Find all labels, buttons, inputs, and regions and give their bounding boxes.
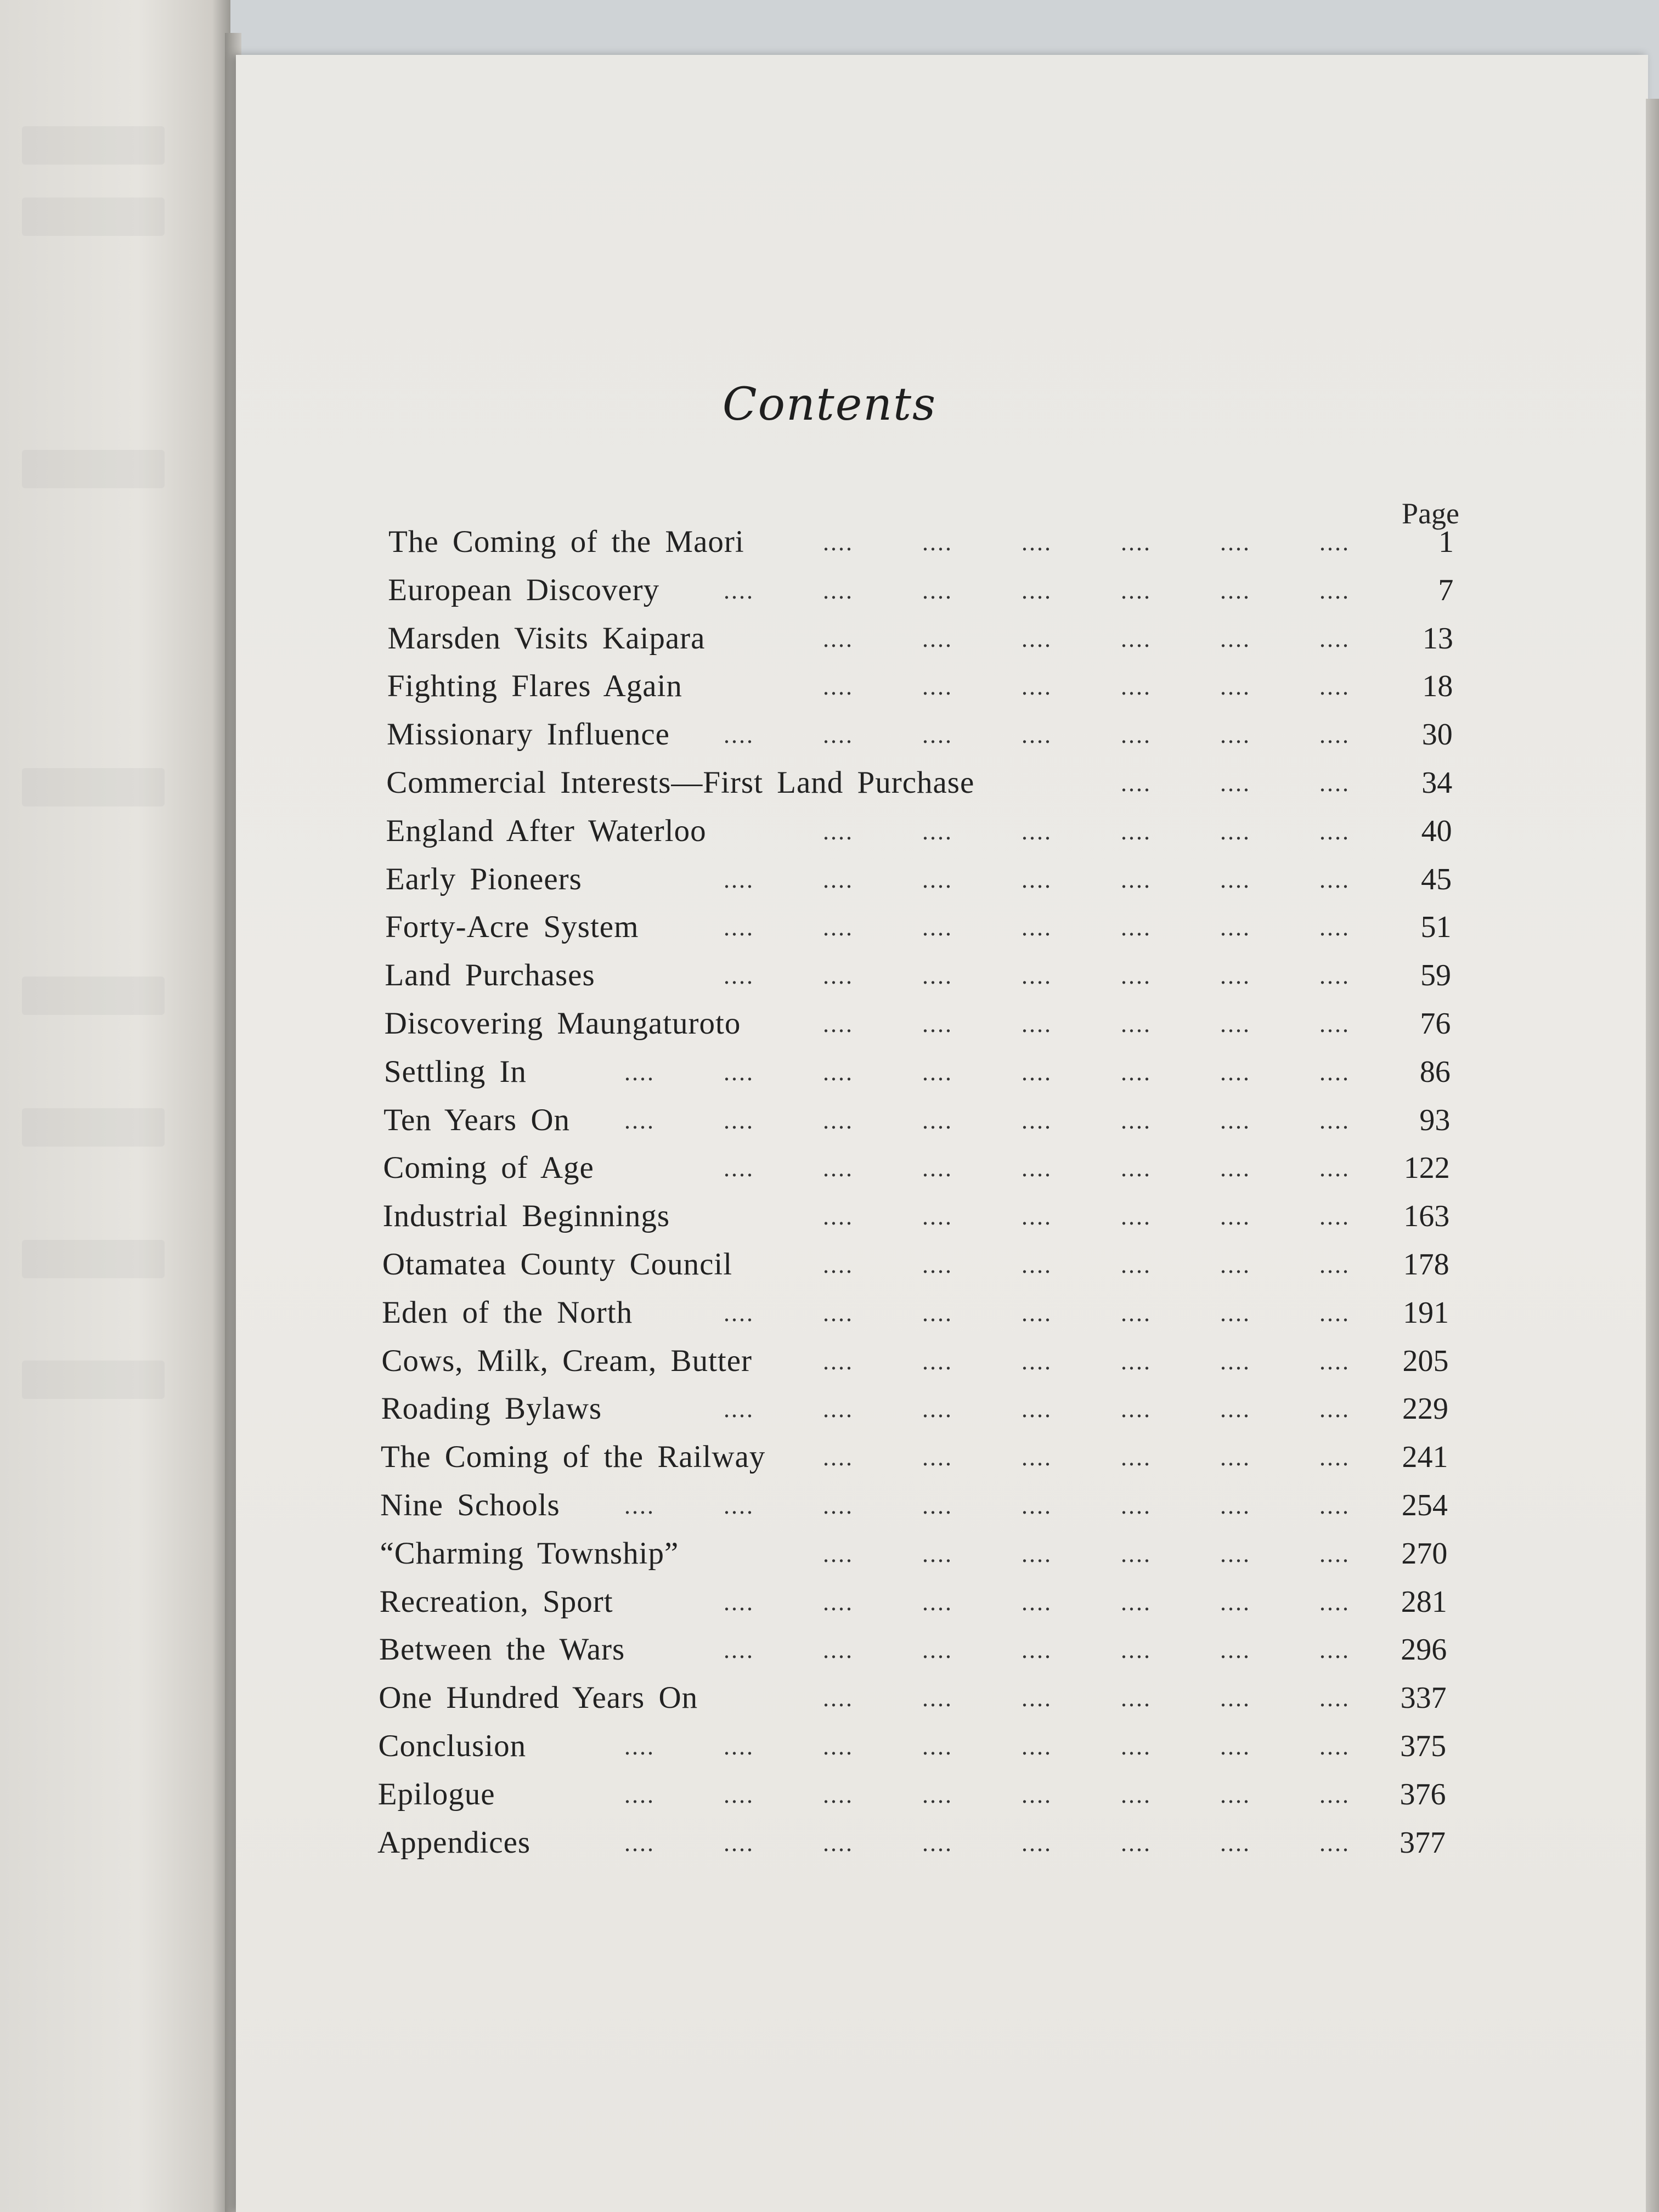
toc-entry-page: 13 (1422, 621, 1453, 656)
leader-dots: .... (1319, 577, 1350, 604)
leader-dots: .... (922, 1540, 953, 1567)
leader-dots: .... (1319, 1829, 1350, 1857)
leader-dots: .... (1319, 1203, 1350, 1231)
leader-dots: .... (1220, 1058, 1251, 1086)
toc-entry-page: 40 (1421, 814, 1452, 848)
toc-entry-page: 229 (1402, 1392, 1448, 1426)
leader-dots: .... (922, 1347, 953, 1375)
toc-entry-title: Otamatea County Council (382, 1247, 733, 1282)
toc-entry-title: Cows, Milk, Cream, Butter (381, 1343, 753, 1378)
leader-dots: .... (1319, 673, 1350, 701)
leader-dots: .... (922, 1685, 953, 1712)
leader-dots: .... (1021, 1781, 1052, 1808)
leader-dots: .... (1319, 1733, 1350, 1760)
leader-dots: .... (922, 1829, 953, 1857)
leader-dots: .... (1220, 625, 1251, 652)
leader-dots: .... (1021, 577, 1052, 604)
leader-dots: .... (822, 1685, 854, 1712)
toc-entry-page: 270 (1401, 1536, 1448, 1571)
leader-dots: .... (1021, 1058, 1052, 1086)
toc-entry (379, 1672, 1446, 1716)
leader-dots: .... (723, 1733, 754, 1760)
leader-dots: .... (723, 1107, 754, 1134)
leader-dots: .... (822, 1637, 854, 1664)
leader-dots: .... (823, 1829, 854, 1857)
leader-dots: .... (723, 1492, 754, 1519)
leader-dots: .... (1120, 1444, 1152, 1471)
leader-dots: .... (922, 1444, 953, 1471)
toc-entry (382, 1238, 1449, 1282)
toc-entry-title: “Charming Township” (380, 1536, 679, 1571)
leader-dots: .... (1120, 625, 1152, 652)
leader-dots: .... (1319, 1637, 1350, 1664)
show-through-text (22, 126, 165, 165)
leader-dots: .... (1319, 770, 1350, 797)
leader-dots: .... (1120, 866, 1152, 893)
leader-dots: .... (1220, 962, 1251, 990)
leader-dots: .... (723, 866, 754, 893)
leader-dots: .... (1120, 577, 1152, 604)
leader-dots: .... (1319, 1396, 1350, 1423)
leader-dots: .... (922, 1588, 953, 1616)
leader-dots: .... (723, 1155, 754, 1182)
leader-dots: .... (1220, 529, 1251, 556)
leader-dots: .... (1021, 962, 1052, 990)
leader-dots: .... (1220, 577, 1251, 604)
toc-entry-title: Coming of Age (383, 1150, 594, 1186)
toc-entry-page: 163 (1403, 1199, 1450, 1234)
toc-entry-title: Industrial Beginnings (382, 1199, 670, 1234)
leader-dots: .... (1319, 962, 1350, 990)
leader-dots: .... (1021, 1155, 1052, 1182)
leader-dots: .... (1021, 1588, 1052, 1616)
leader-dots: .... (1120, 1540, 1152, 1567)
leader-dots: .... (922, 1637, 953, 1664)
toc-entry (380, 1527, 1447, 1571)
leader-dots: .... (922, 866, 953, 893)
leader-dots: .... (624, 1733, 655, 1760)
leader-dots: .... (1220, 1829, 1251, 1857)
leader-dots: .... (822, 817, 854, 845)
leader-dots: .... (1120, 1637, 1152, 1664)
toc-entry-title: Marsden Visits Kaipara (387, 620, 706, 656)
leader-dots: .... (723, 1637, 754, 1664)
leader-dots: .... (1220, 770, 1251, 797)
toc-entry-title: Early Pioneers (385, 861, 582, 896)
leader-dots: .... (1220, 1396, 1251, 1423)
leader-dots: .... (822, 1203, 854, 1231)
leader-dots: .... (723, 577, 754, 604)
toc-entry-page: 281 (1401, 1584, 1447, 1619)
leader-dots: .... (1021, 1685, 1052, 1712)
leader-dots: .... (922, 1058, 953, 1086)
toc-entry-page: 122 (1403, 1151, 1450, 1186)
toc-entry (388, 516, 1454, 560)
leader-dots: .... (723, 1396, 754, 1423)
toc-entry-page: 377 (1400, 1825, 1446, 1860)
leader-dots: .... (1319, 625, 1350, 652)
leader-dots: .... (822, 1347, 854, 1375)
leader-dots: .... (1120, 1011, 1152, 1037)
leader-dots: .... (1021, 1347, 1052, 1375)
leader-dots: .... (822, 962, 854, 990)
leader-dots: .... (922, 625, 953, 652)
toc-entry-title: England After Waterloo (386, 813, 707, 848)
leader-dots: .... (1120, 1058, 1152, 1086)
leader-dots: .... (1319, 1251, 1350, 1278)
leader-dots: .... (822, 577, 854, 604)
leader-dots: .... (1120, 914, 1152, 941)
leader-dots: .... (1220, 673, 1251, 701)
toc-entry (383, 1190, 1450, 1234)
leader-dots: .... (1121, 1829, 1152, 1857)
show-through-text (22, 1108, 165, 1147)
leader-dots: .... (1319, 1011, 1350, 1037)
leader-dots: .... (822, 1011, 854, 1037)
leader-dots: .... (1120, 1107, 1152, 1134)
leader-dots: .... (1220, 1733, 1251, 1760)
leader-dots: .... (723, 914, 754, 941)
toc-entry-page: 45 (1421, 862, 1452, 896)
leader-dots: .... (1319, 1588, 1350, 1616)
leader-dots: .... (822, 1781, 854, 1808)
leader-dots: .... (1120, 1396, 1152, 1423)
leader-dots: .... (823, 529, 854, 556)
toc-entry (386, 853, 1452, 897)
leader-dots: .... (922, 914, 953, 941)
leader-dots: .... (822, 1058, 854, 1086)
toc-entry (379, 1623, 1447, 1667)
leader-dots: .... (723, 962, 754, 990)
leader-dots: .... (822, 1251, 854, 1278)
leader-dots: .... (1120, 673, 1152, 701)
toc-entry (385, 949, 1451, 993)
leader-dots: .... (1220, 914, 1251, 941)
toc-entry-page: 241 (1402, 1440, 1448, 1475)
leader-dots: .... (1021, 1299, 1052, 1327)
leader-dots: .... (1319, 721, 1350, 749)
leader-dots: .... (1120, 1588, 1152, 1616)
toc-entry-title: One Hundred Years On (379, 1680, 698, 1716)
leader-dots: .... (1220, 1540, 1251, 1567)
toc-entry (385, 901, 1451, 945)
toc-entry-page: 376 (1400, 1777, 1446, 1812)
leader-dots: .... (723, 1299, 754, 1327)
leader-dots: .... (822, 1396, 854, 1423)
toc-entry-title: The Coming of the Railway (380, 1440, 766, 1475)
toc-entry-title: Land Purchases (385, 958, 595, 993)
leader-dots: .... (1319, 1299, 1350, 1327)
leader-dots: .... (1021, 1444, 1052, 1471)
leader-dots: .... (822, 1733, 854, 1760)
leader-dots: .... (1120, 1155, 1152, 1182)
leader-dots: .... (1021, 1203, 1052, 1231)
leader-dots: .... (922, 529, 953, 556)
leader-dots: .... (822, 914, 854, 941)
leader-dots: .... (1021, 817, 1052, 845)
leader-dots: .... (723, 1058, 754, 1086)
toc-entry (380, 1479, 1448, 1523)
toc-entry-title: Discovering Maungaturoto (384, 1006, 741, 1041)
leader-dots: .... (1021, 673, 1052, 701)
toc-entry (381, 1431, 1448, 1475)
leader-dots: .... (723, 1588, 754, 1616)
leader-dots: .... (922, 1251, 953, 1278)
toc-entry (380, 1576, 1447, 1620)
toc-entry-title: Appendices (377, 1825, 531, 1860)
leader-dots: .... (922, 1492, 953, 1519)
leader-dots: .... (1220, 1251, 1251, 1278)
leader-dots: .... (1021, 1637, 1052, 1664)
leader-dots: .... (1121, 529, 1152, 556)
toc-entry (378, 1768, 1446, 1812)
leader-dots: .... (1120, 1733, 1152, 1760)
leader-dots: .... (1021, 1251, 1052, 1278)
leader-dots: .... (624, 1058, 655, 1086)
toc-entry-page: 254 (1401, 1488, 1448, 1522)
leader-dots: .... (922, 1107, 953, 1134)
leader-dots: .... (1220, 1492, 1251, 1519)
toc-entry (386, 805, 1452, 849)
toc-entry-title: Conclusion (378, 1729, 527, 1763)
leader-dots: .... (724, 1829, 754, 1857)
leader-dots: .... (922, 962, 953, 990)
leader-dots: .... (1319, 914, 1350, 941)
toc-entry-page: 191 (1403, 1295, 1449, 1330)
leader-dots: .... (1319, 1540, 1350, 1567)
toc-entry (378, 1720, 1446, 1764)
leader-dots: .... (1319, 1781, 1350, 1808)
leader-dots: .... (822, 866, 854, 893)
leader-dots: .... (1319, 866, 1350, 893)
toc-entry-page: 18 (1422, 669, 1453, 704)
toc-entry-title: Eden of the North (382, 1295, 633, 1330)
show-through-text (22, 198, 165, 236)
leader-dots: .... (822, 1444, 854, 1471)
leader-dots: .... (1120, 1347, 1152, 1375)
leader-dots: .... (1319, 817, 1350, 845)
toc-entry-title: Roading Bylaws (381, 1391, 602, 1426)
leader-dots: .... (723, 1781, 754, 1808)
toc-entry (383, 1142, 1449, 1186)
toc-entry-page: 93 (1419, 1103, 1451, 1137)
toc-entry-page: 178 (1403, 1248, 1449, 1282)
toc-entry-page: 337 (1400, 1681, 1447, 1716)
page-column-label: Page (1402, 497, 1459, 530)
toc-entry-title: European Discovery (388, 572, 660, 607)
leader-dots: .... (624, 1492, 655, 1519)
leader-dots: .... (1022, 529, 1052, 556)
leader-dots: .... (1120, 770, 1152, 797)
leader-dots: .... (922, 1011, 953, 1037)
leader-dots: .... (1220, 817, 1251, 845)
toc-entry-title: Between the Wars (379, 1632, 625, 1667)
leader-dots: .... (1220, 1203, 1251, 1231)
leader-dots: .... (1319, 1107, 1350, 1134)
toc-entry-title: The Coming of the Maori (388, 524, 744, 559)
leader-dots: .... (1021, 1396, 1052, 1423)
leader-dots: .... (1220, 1107, 1251, 1134)
leader-dots: .... (1120, 817, 1152, 845)
toc-entry-page: 76 (1420, 1007, 1451, 1041)
toc-entry-page: 86 (1419, 1054, 1451, 1089)
show-through-text (22, 768, 165, 806)
leader-dots: .... (822, 1588, 854, 1616)
leader-dots: .... (1021, 1492, 1052, 1519)
toc-entry (388, 612, 1453, 656)
leader-dots: .... (822, 1492, 854, 1519)
leader-dots: .... (1120, 1685, 1152, 1712)
leader-dots: .... (1021, 866, 1052, 893)
leader-dots: .... (624, 1829, 655, 1857)
toc-entry (384, 1046, 1451, 1090)
leader-dots: .... (1120, 1492, 1152, 1519)
toc-entry-page: 375 (1400, 1729, 1447, 1763)
leader-dots: .... (1021, 1733, 1052, 1760)
leader-dots: .... (922, 817, 953, 845)
leader-dots: .... (922, 1155, 953, 1182)
toc-entry (388, 564, 1453, 608)
leader-dots: .... (1319, 1444, 1350, 1471)
leader-dots: .... (1220, 1347, 1251, 1375)
toc-entry-title: Epilogue (377, 1776, 495, 1812)
toc-entry (383, 1094, 1450, 1138)
leader-dots: .... (922, 673, 953, 701)
toc-entry-page: 30 (1421, 718, 1453, 752)
leader-dots: .... (922, 1733, 953, 1760)
leader-dots: .... (1021, 1540, 1052, 1567)
leader-dots: .... (624, 1781, 655, 1808)
leader-dots: .... (1120, 1203, 1152, 1231)
toc-entry-page: 51 (1420, 910, 1452, 945)
leader-dots: .... (822, 1299, 854, 1327)
leader-dots: .... (1220, 1588, 1251, 1616)
show-through-text (22, 1361, 165, 1399)
show-through-text (22, 977, 165, 1015)
leader-dots: .... (1220, 1299, 1251, 1327)
leader-dots: .... (822, 721, 854, 749)
leader-dots: .... (624, 1107, 655, 1134)
toc-entry-title: Fighting Flares Again (387, 669, 682, 704)
leader-dots: .... (1220, 1011, 1251, 1037)
toc-entry (386, 757, 1452, 800)
leader-dots: .... (1319, 1155, 1350, 1182)
leader-dots: .... (922, 577, 953, 604)
show-through-text (22, 450, 165, 488)
leader-dots: .... (1021, 1107, 1052, 1134)
toc-entry-page: 296 (1401, 1633, 1447, 1667)
toc-entry (387, 660, 1453, 704)
leader-dots: .... (1021, 914, 1052, 941)
leader-dots: .... (822, 625, 854, 652)
leader-dots: .... (922, 1396, 953, 1423)
facing-page (0, 0, 230, 2212)
leader-dots: .... (1319, 1685, 1350, 1712)
toc-entry (382, 1286, 1449, 1330)
toc-entry-title: Missionary Influence (387, 717, 670, 752)
page-title: Contents (722, 379, 937, 431)
toc-entry (377, 1816, 1446, 1860)
toc-entry-title: Commercial Interests—First Land Purchase (386, 765, 975, 800)
toc-entry-page: 205 (1402, 1344, 1449, 1378)
leader-dots: .... (1120, 1251, 1152, 1278)
leader-dots: .... (922, 1299, 953, 1327)
toc-entry-title: Settling In (383, 1054, 527, 1089)
leader-dots: .... (822, 673, 854, 701)
leader-dots: .... (1220, 1781, 1251, 1808)
leader-dots: .... (822, 1540, 854, 1567)
leader-dots: .... (1021, 1011, 1052, 1037)
toc-entry-title: Forty-Acre System (385, 910, 639, 945)
toc-entry-page: 7 (1438, 573, 1454, 607)
leader-dots: .... (1220, 1685, 1251, 1712)
toc-entry (381, 1335, 1448, 1379)
leader-dots: .... (1021, 721, 1052, 749)
leader-dots: .... (922, 1781, 953, 1808)
leader-dots: .... (1220, 721, 1251, 749)
toc-entry (385, 997, 1451, 1041)
leader-dots: .... (1022, 1829, 1052, 1857)
leader-dots: .... (1220, 866, 1251, 893)
toc-entry-title: Recreation, Sport (379, 1584, 613, 1619)
leader-dots: .... (1319, 529, 1350, 556)
toc-entry-page: 34 (1421, 766, 1453, 800)
leader-dots: .... (922, 721, 953, 749)
leader-dots: .... (1319, 1347, 1350, 1375)
leader-dots: .... (822, 1155, 854, 1182)
leader-dots: .... (1220, 1444, 1251, 1471)
toc-entry-page: 1 (1438, 525, 1454, 559)
leader-dots: .... (1319, 1492, 1350, 1519)
toc-entry-title: Nine Schools (380, 1488, 560, 1522)
leader-dots: .... (1120, 1299, 1152, 1327)
leader-dots: .... (822, 1107, 854, 1134)
leader-dots: .... (1220, 1637, 1251, 1664)
leader-dots: .... (1120, 721, 1152, 749)
leader-dots: .... (1220, 1155, 1251, 1182)
leader-dots: .... (922, 1203, 953, 1231)
leader-dots: .... (1021, 625, 1052, 652)
toc-entry (387, 708, 1453, 752)
toc-entry (381, 1383, 1448, 1426)
toc-entry-title: Ten Years On (383, 1102, 571, 1137)
leader-dots: .... (1319, 1058, 1350, 1086)
leader-dots: .... (1120, 1781, 1152, 1808)
leader-dots: .... (723, 721, 754, 749)
show-through-text (22, 1240, 165, 1278)
toc-entry-page: 59 (1420, 958, 1451, 993)
leader-dots: .... (1120, 962, 1152, 990)
